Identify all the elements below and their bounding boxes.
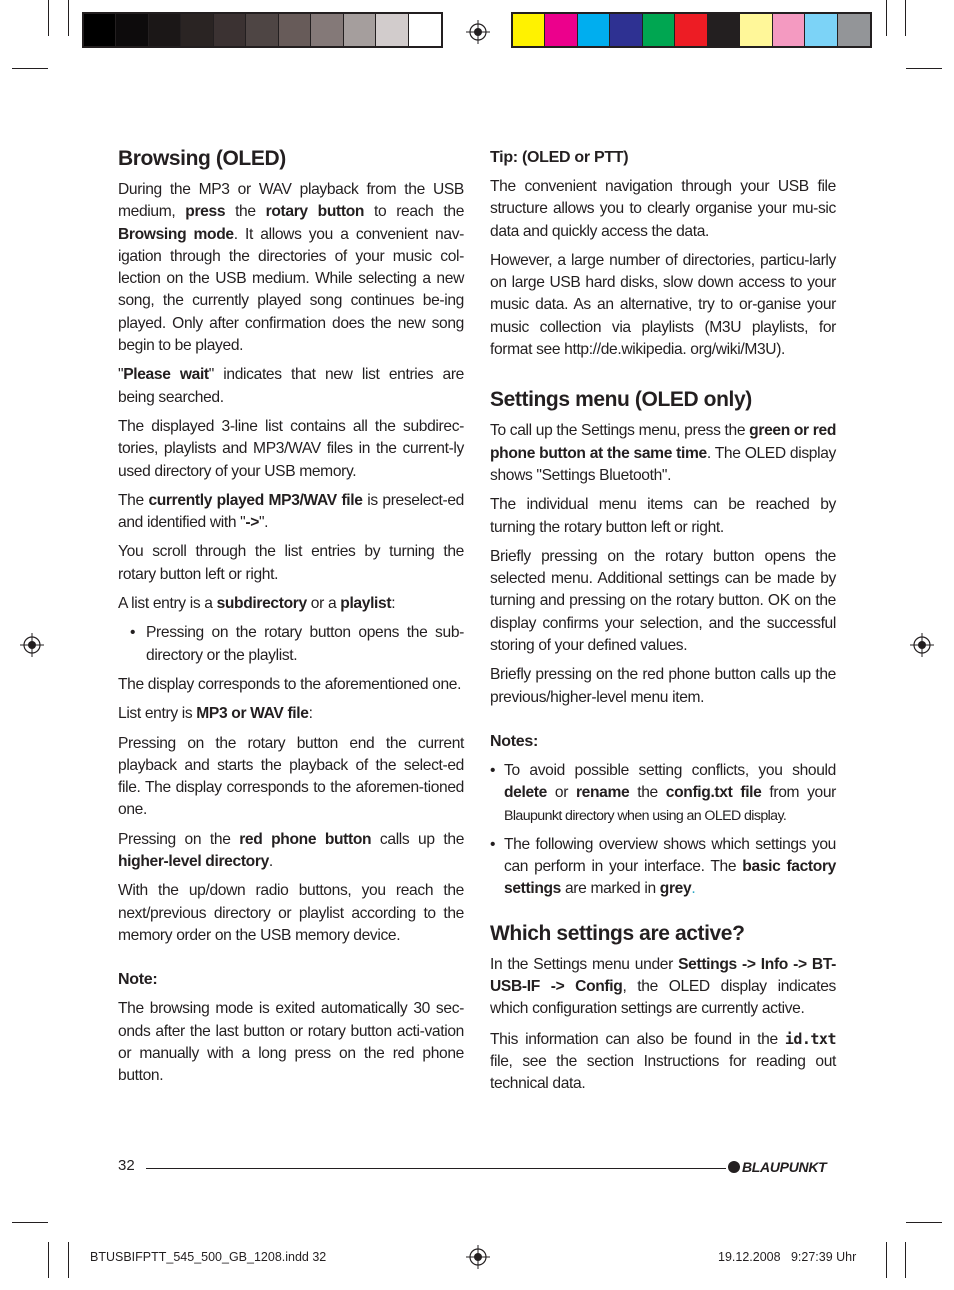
playback-paragraph: Pressing on the rotary button end the current playback and starts the playback of the select-ed file. The display corresponds to the aforemen-tioned one. bbox=[118, 734, 464, 819]
settings-call-paragraph bbox=[490, 420, 836, 487]
bold-text: press bbox=[185, 203, 226, 221]
mp3-entry-paragraph bbox=[118, 703, 464, 725]
text-run: Blaupunkt directory when using an OLED display. bbox=[504, 807, 787, 824]
text-run: or bbox=[546, 784, 576, 802]
bold-text: grey bbox=[659, 880, 692, 898]
crop-mark bbox=[906, 68, 942, 69]
color-swatch bbox=[740, 14, 772, 46]
crop-mark bbox=[68, 0, 69, 36]
text-run: is preselect-ed and identified with " bbox=[118, 491, 464, 532]
text-run: file, see the section Instructions for reading out technical data. bbox=[490, 1052, 836, 1093]
color-swatch bbox=[610, 14, 642, 46]
bold-text: subdirectory bbox=[216, 595, 307, 613]
color-swatch bbox=[643, 14, 675, 46]
tip-paragraph-2: However, a large number of directories, particu-larly on large USB hard disks, slow down access to your music data. As an alternative, try to or-ganise your music collection via playlists (M3U playlists, for format see http://de.wikipedia. org/wiki/M3U). bbox=[490, 251, 836, 359]
text-run: . It allows you a convenient nav-igation through the directories of your music col-lection on the USB medium. While selecting a new song, the currently played song continues be-ing played. Only after confirmation does the new song begin to be played. bbox=[118, 225, 464, 355]
text-run: To avoid possible setting conflicts, you should bbox=[504, 761, 836, 779]
color-swatch bbox=[578, 14, 610, 46]
text-run: . bbox=[268, 853, 273, 871]
list-item: • Pressing on the rotary button opens the sub-directory or the playlist. bbox=[118, 622, 464, 667]
crop-mark bbox=[12, 68, 48, 69]
bold-text: rotary button bbox=[265, 203, 365, 221]
gray-swatch bbox=[279, 14, 311, 46]
text-run: " indicates that new list entries are being searched. bbox=[118, 366, 464, 406]
gray-swatch bbox=[376, 14, 408, 46]
text-run: , the OLED display indicates which configuration settings are currently active. bbox=[490, 978, 836, 1018]
current-file-paragraph bbox=[118, 490, 464, 535]
settings-menu-heading: Settings menu (OLED only) bbox=[490, 388, 752, 412]
crop-mark bbox=[48, 0, 49, 36]
bold-text: Please wait bbox=[123, 366, 209, 384]
left-column bbox=[118, 144, 464, 1094]
bold-text: MP3 or WAV file bbox=[196, 705, 309, 723]
bold-text: playlist bbox=[340, 595, 392, 613]
id-txt-paragraph bbox=[490, 1028, 836, 1096]
gray-swatch bbox=[409, 14, 441, 46]
gray-swatch bbox=[84, 14, 116, 46]
gray-swatch bbox=[149, 14, 181, 46]
gray-swatch bbox=[181, 14, 213, 46]
crop-mark bbox=[906, 1222, 942, 1223]
menu-items-paragraph: The individual menu items can be reached by turning the rotary button left or right. bbox=[490, 496, 836, 536]
text-run: " bbox=[118, 366, 124, 384]
text-run: . The OLED display shows "Settings Bluetooth". bbox=[490, 444, 837, 484]
text-run: from your bbox=[761, 784, 837, 802]
browsing-intro-paragraph bbox=[118, 179, 464, 357]
color-swatch bbox=[545, 14, 577, 46]
gray-swatch bbox=[116, 14, 148, 46]
gray-swatch bbox=[214, 14, 246, 46]
text-run: are marked in bbox=[561, 880, 660, 898]
tip-paragraph-1: The convenient navigation through your USB file structure allows you to clearly organise your mu-sic data and quickly access the data. bbox=[490, 178, 836, 240]
bold-text: -> bbox=[245, 514, 259, 532]
note-paragraph: The browsing mode is exited automatically 30 sec-onds after the last button or rotary button acti-vation or manually with a long press on the red phone button. bbox=[118, 1000, 464, 1085]
monospace-text: id.txt bbox=[784, 1029, 836, 1048]
red-phone-back-paragraph: Briefly pressing on the red phone button calls up the previous/higher-level menu item. bbox=[490, 666, 836, 706]
note-heading: Note: bbox=[118, 971, 158, 989]
active-settings-heading: Which settings are active? bbox=[490, 921, 745, 945]
text-run: Pressing on the bbox=[118, 830, 240, 848]
registration-mark-icon bbox=[910, 633, 934, 657]
text-run: or a bbox=[306, 595, 341, 613]
text-run: The following overview shows which settings you can perform in your interface. The bbox=[504, 835, 836, 876]
crop-mark bbox=[12, 1222, 48, 1223]
bold-text: Browsing mode bbox=[118, 225, 234, 243]
text-run: calls up the bbox=[371, 830, 465, 848]
gray-swatch bbox=[246, 14, 278, 46]
right-column bbox=[490, 144, 836, 1103]
text-run: : bbox=[308, 705, 313, 723]
text-run: . bbox=[691, 880, 696, 898]
crop-mark bbox=[886, 0, 887, 36]
text-run: During the MP3 or WAV playback from the USB medium, bbox=[118, 181, 464, 221]
tip-heading: Tip: (OLED or PTT) bbox=[490, 149, 629, 166]
bullet-list bbox=[490, 760, 836, 901]
text-run: To call up the Settings menu, press the bbox=[490, 422, 750, 440]
display-paragraph: The display corresponds to the aforementioned one. bbox=[118, 675, 462, 693]
text-run: A list entry is a bbox=[118, 595, 217, 613]
text-run: the bbox=[629, 784, 666, 802]
registration-mark-icon bbox=[466, 20, 490, 44]
brand-name: BLAUPUNKT bbox=[742, 1159, 827, 1175]
gray-swatch bbox=[311, 14, 343, 46]
color-swatch bbox=[838, 14, 870, 46]
text-run: This information can also be found in the bbox=[490, 1030, 785, 1048]
crop-mark bbox=[886, 1242, 887, 1278]
list-paragraph: The displayed 3-line list contains all the subdirec-tories, playlists and MP3/WAV files in the current-ly used directory of your USB memory. bbox=[118, 417, 464, 480]
list-item bbox=[490, 834, 836, 901]
bold-text: Settings -> Info -> BT-USB-IF -> Config bbox=[490, 955, 836, 996]
browsing-heading: Browsing (OLED) bbox=[118, 147, 286, 170]
text-run: The bbox=[118, 491, 149, 509]
color-swatch bbox=[805, 14, 837, 46]
rotary-press-paragraph: Briefly pressing on the rotary button opens the selected menu. Additional settings can be made by turning and pressing on the rotary button. OK on the display confirms your selection, and the successful storing of your defined values. bbox=[490, 547, 836, 655]
bold-text: config.txt file bbox=[665, 784, 762, 802]
list-entry-paragraph bbox=[118, 593, 464, 615]
text-run: In the Settings menu under bbox=[490, 955, 679, 973]
active-settings-paragraph bbox=[490, 954, 836, 1021]
please-wait-paragraph bbox=[118, 364, 464, 409]
print-slug-filename: BTUSBIFPTT_545_500_GB_1208.indd 32 bbox=[90, 1250, 327, 1264]
text-run: : bbox=[391, 595, 396, 613]
blaupunkt-logo bbox=[728, 1159, 826, 1175]
red-phone-paragraph bbox=[118, 829, 464, 874]
crop-mark bbox=[905, 0, 906, 36]
bold-text: currently played MP3/WAV file bbox=[148, 491, 363, 509]
bold-text: green or red phone button at the same time bbox=[490, 422, 836, 462]
registration-mark-icon bbox=[466, 1245, 490, 1269]
crop-mark bbox=[905, 1242, 906, 1278]
footer-rule bbox=[146, 1168, 726, 1169]
logo-dot-icon bbox=[728, 1161, 740, 1173]
text-run: the bbox=[225, 203, 266, 221]
scroll-paragraph: You scroll through the list entries by turning the rotary button left or right. bbox=[118, 543, 464, 583]
up-down-paragraph: With the up/down radio buttons, you reach the next/previous directory or playlist according to the memory order on the USB memory device. bbox=[118, 882, 464, 944]
bullet-list bbox=[118, 622, 464, 667]
bold-text: rename bbox=[575, 784, 630, 802]
crop-mark bbox=[68, 1242, 69, 1278]
print-slug-date: 19.12.2008 9:27:39 Uhr bbox=[718, 1250, 857, 1264]
crop-mark bbox=[48, 1242, 49, 1278]
gray-swatch bbox=[344, 14, 376, 46]
list-item bbox=[490, 760, 836, 827]
color-control-strip bbox=[511, 12, 872, 48]
text-run: ". bbox=[258, 514, 269, 532]
color-swatch bbox=[773, 14, 805, 46]
bold-text: higher-level directory bbox=[118, 853, 269, 871]
registration-mark-icon bbox=[20, 633, 44, 657]
color-swatch bbox=[675, 14, 707, 46]
grayscale-control-strip bbox=[82, 12, 443, 48]
page-number: 32 bbox=[118, 1157, 135, 1174]
text-run: List entry is bbox=[118, 705, 197, 723]
notes-heading: Notes: bbox=[490, 732, 538, 750]
bold-text: delete bbox=[504, 784, 547, 802]
color-swatch bbox=[708, 14, 740, 46]
bold-text: red phone button bbox=[239, 830, 372, 848]
bold-text: basic factory settings bbox=[504, 858, 836, 898]
color-swatch bbox=[513, 14, 545, 46]
text-run: to reach the bbox=[364, 203, 465, 221]
